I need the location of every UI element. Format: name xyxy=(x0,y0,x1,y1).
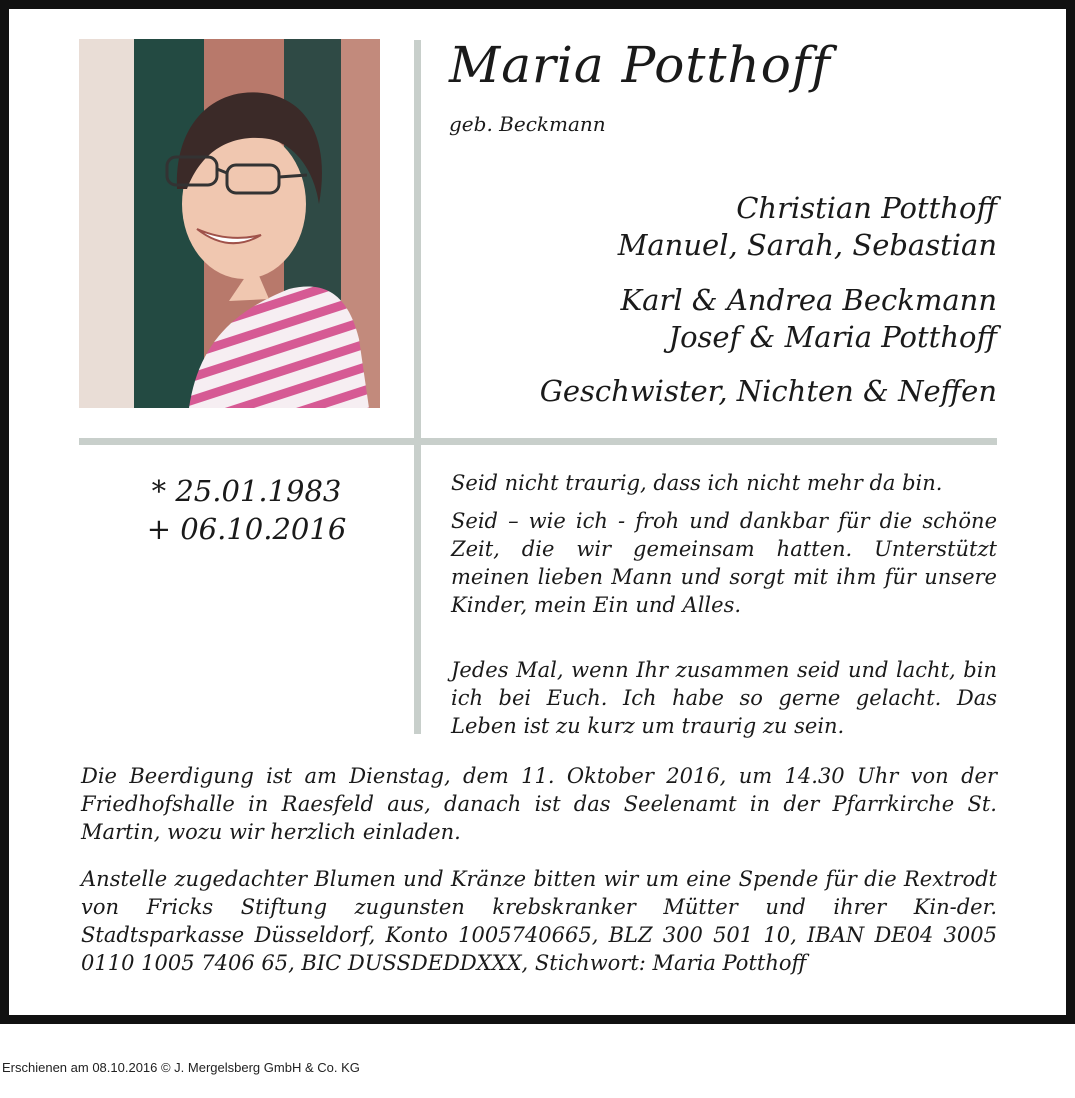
mourner-line: Christian Potthoff xyxy=(736,191,997,225)
funeral-notice: Die Beerdigung ist am Dienstag, dem 11. Oktober 2016, um 14.30 Uhr von der Friedhofshalle in Raesfeld aus, danach ist das Seelenamt in der Pfarrkirche St. Martin, wozu wir herzlich einladen. xyxy=(81,764,997,844)
birth-date: * 25.01.1983 xyxy=(151,474,342,508)
vertical-divider xyxy=(414,40,421,734)
portrait-image xyxy=(79,39,380,408)
poem-paragraph: Seid nicht traurig, dass ich nicht mehr da bin. xyxy=(451,471,943,495)
poem-paragraph: Seid – wie ich - froh und dankbar für die schöne Zeit, die wir gemeinsam hatten. Unterstützt meinen lieben Mann und sorgt mit ihm für unsere Kinder, mein Ein und Alles. xyxy=(451,509,997,617)
mourner-line: Manuel, Sarah, Sebastian xyxy=(617,228,997,262)
mourner-line: Karl & Andrea Beckmann xyxy=(620,283,997,317)
death-date: + 06.10.2016 xyxy=(146,512,347,546)
mourner-line: Josef & Maria Potthoff xyxy=(668,320,997,354)
maiden-name: geb. Beckmann xyxy=(449,112,606,136)
horizontal-divider xyxy=(79,438,997,445)
publication-footer: Erschienen am 08.10.2016 © J. Mergelsberg GmbH & Co. KG xyxy=(2,1060,360,1075)
mourner-group-relatives xyxy=(540,373,997,410)
mourner-group-parents xyxy=(621,282,998,356)
life-dates xyxy=(79,472,414,548)
mourner-line: Geschwister, Nichten & Neffen xyxy=(539,374,997,408)
mourner-group-spouse xyxy=(618,190,997,264)
deceased-name: Maria Potthoff xyxy=(449,36,831,94)
portrait-photo xyxy=(79,39,380,408)
donation-notice: Anstelle zugedachter Blumen und Kränze bitten wir um eine Spende für die Rextrodt von Fricks Stiftung zugunsten krebskranker Mütter und ihrer Kin-der. Stadtsparkasse Düsseldorf, Konto 1005740665, BLZ 300 501 10, IBAN DE04 3005 0110 1005 7406 65, BIC DUSSDEDDXXX, Stichwort: Maria Potthoff xyxy=(81,867,997,975)
poem-paragraph: Jedes Mal, wenn Ihr zusammen seid und lacht, bin ich bei Euch. Ich habe so gerne gelacht. Das Leben ist zu kurz um traurig zu sein. xyxy=(451,658,997,738)
